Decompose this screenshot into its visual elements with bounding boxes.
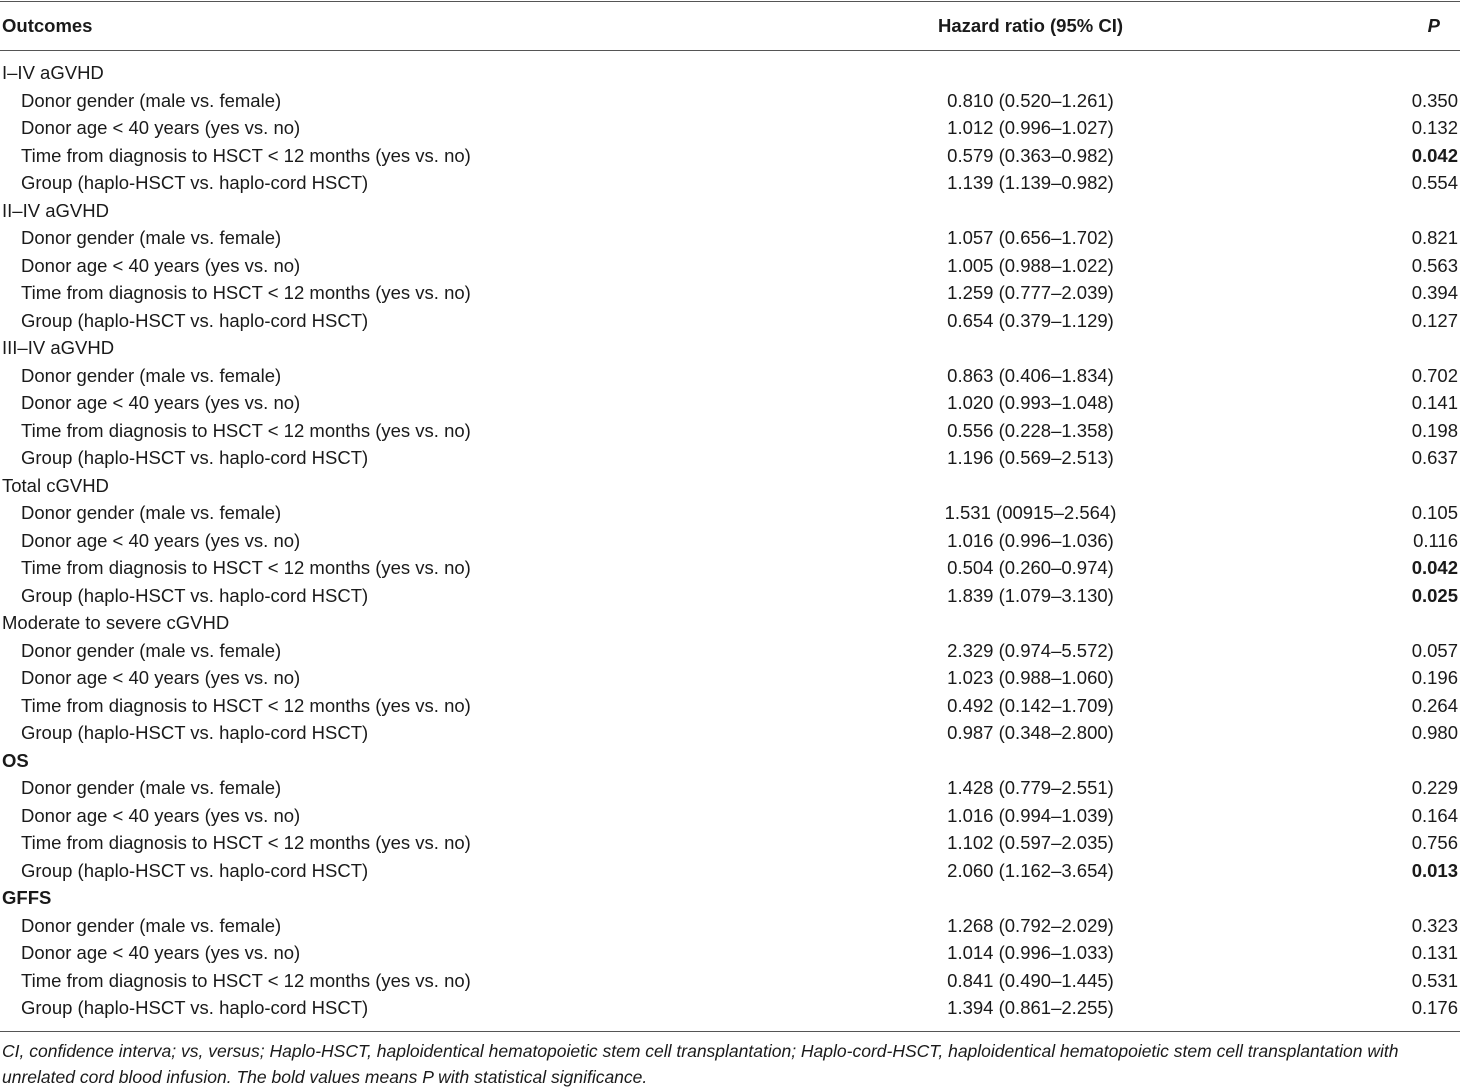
- hazard-ratio-value: 1.016 (0.994–1.039): [947, 804, 1114, 826]
- table-row: [0, 554, 1460, 582]
- variable-label: Time from diagnosis to HSCT < 12 months (yes vs. no): [21, 282, 471, 303]
- table-row: [0, 252, 1460, 280]
- variable-label: Donor gender (male vs. female): [21, 227, 282, 248]
- table-row: [0, 664, 1460, 692]
- hazard-ratio-value: 1.012 (0.996–1.027): [947, 117, 1114, 138]
- variable-label: Donor age < 40 years (yes vs. no): [21, 667, 301, 688]
- p-value: 0.563: [1411, 254, 1458, 276]
- hazard-ratio-value: 0.987 (0.348–2.800): [947, 722, 1114, 743]
- variable-label: Time from diagnosis to HSCT < 12 months (yes vs. no): [21, 694, 471, 716]
- table-header-rule: [0, 50, 1460, 51]
- hazard-ratio-value: 0.863 (0.406–1.834): [947, 364, 1114, 386]
- p-value: 0.756: [1411, 832, 1458, 853]
- variable-label: Time from diagnosis to HSCT < 12 months (yes vs. no): [21, 144, 471, 166]
- group-header-row: [0, 197, 1460, 225]
- variable-label: Donor age < 40 years (yes vs. no): [21, 117, 301, 138]
- table-row: [0, 224, 1460, 252]
- table-row: [0, 169, 1460, 197]
- table-footnote: CI, confidence interva; vs, versus; Haplo-HSCT, haploidentical hematopoietic stem cell transplantation; Haplo-cord-HSCT, haploidentical hematopoietic stem cell transplantation with unrelated cord blood infusion. The bold values means P with statistical significance.: [2, 1040, 1399, 1087]
- table-row: [0, 307, 1460, 335]
- table-row: [0, 114, 1460, 142]
- hazard-ratio-value: 1.259 (0.777–2.039): [947, 282, 1114, 303]
- group-title: GFFS: [2, 887, 52, 908]
- table-row: [0, 719, 1460, 747]
- p-value: 0.198: [1411, 419, 1458, 441]
- hazard-ratio-value: 0.841 (0.490–1.445): [947, 969, 1114, 991]
- table-row: [0, 912, 1460, 940]
- table-row: [0, 142, 1460, 170]
- hazard-ratio-value: 0.654 (0.379–1.129): [947, 309, 1114, 331]
- variable-label: Group (haplo-HSCT vs. haplo-cord HSCT): [21, 447, 369, 468]
- variable-label: Group (haplo-HSCT vs. haplo-cord HSCT): [21, 172, 369, 193]
- hazard-ratio-value: 1.014 (0.996–1.033): [947, 942, 1114, 963]
- group-title: I–IV aGVHD: [2, 62, 104, 83]
- p-value: 0.116: [1413, 529, 1458, 551]
- hazard-ratio-value: 0.492 (0.142–1.709): [947, 694, 1114, 716]
- table-row: [0, 994, 1460, 1022]
- variable-label: Donor age < 40 years (yes vs. no): [21, 254, 301, 276]
- variable-label: Donor gender (male vs. female): [21, 364, 282, 386]
- p-value: 0.702: [1411, 364, 1458, 386]
- hazard-ratio-value: 1.005 (0.988–1.022): [947, 254, 1114, 276]
- hazard-ratio-value: 1.139 (1.139–0.982): [947, 172, 1114, 193]
- table-row: [0, 967, 1460, 995]
- table-row: [0, 417, 1460, 445]
- hazard-ratio-value: 1.023 (0.988–1.060): [947, 667, 1114, 688]
- group-title: OS: [2, 749, 29, 771]
- hazard-ratio-value: 1.839 (1.079–3.130): [947, 584, 1114, 606]
- table-row: [0, 829, 1460, 857]
- group-header-row: [0, 334, 1460, 362]
- group-header-row: [0, 59, 1460, 87]
- p-value: 0.554: [1411, 172, 1458, 193]
- hazard-ratio-value: 1.196 (0.569–2.513): [947, 447, 1114, 468]
- variable-label: Donor gender (male vs. female): [21, 89, 282, 111]
- variable-label: Group (haplo-HSCT vs. haplo-cord HSCT): [21, 997, 369, 1018]
- p-value: 0.131: [1411, 942, 1458, 963]
- p-value: 0.531: [1411, 969, 1458, 991]
- p-value: 0.264: [1411, 694, 1458, 716]
- hazard-ratio-value: 0.810 (0.520–1.261): [947, 89, 1114, 111]
- hazard-ratio-value: 1.016 (0.996–1.036): [947, 529, 1114, 551]
- hazard-ratio-value: 0.504 (0.260–0.974): [947, 557, 1114, 578]
- table-row: [0, 802, 1460, 830]
- variable-label: Donor gender (male vs. female): [21, 914, 282, 936]
- hazard-ratio-value: 1.394 (0.861–2.255): [947, 997, 1114, 1018]
- table-row: [0, 692, 1460, 720]
- header-hazard-ratio: Hazard ratio (95% CI): [937, 15, 1124, 36]
- variable-label: Donor age < 40 years (yes vs. no): [21, 392, 301, 413]
- table-row: [0, 279, 1460, 307]
- hazard-ratio-value: 0.556 (0.228–1.358): [947, 419, 1114, 441]
- table-row: [0, 362, 1460, 390]
- p-value: 0.394: [1411, 282, 1458, 303]
- hazard-ratio-value: 0.579 (0.363–0.982): [947, 144, 1114, 166]
- p-value: 0.013: [1411, 859, 1458, 881]
- p-value: 0.229: [1411, 777, 1458, 798]
- hazard-ratio-value: 1.268 (0.792–2.029): [947, 914, 1114, 936]
- p-value: 0.350: [1411, 89, 1458, 111]
- table-row: [0, 637, 1460, 665]
- p-value: 0.980: [1411, 722, 1458, 743]
- variable-label: Time from diagnosis to HSCT < 12 months (yes vs. no): [21, 832, 471, 853]
- table-row: [0, 527, 1460, 555]
- hazard-ratio-value: 2.060 (1.162–3.654): [947, 859, 1114, 881]
- p-value: 0.821: [1411, 227, 1458, 248]
- group-title: II–IV aGVHD: [2, 199, 109, 221]
- hazard-ratio-value: 1.020 (0.993–1.048): [947, 392, 1114, 413]
- p-value: 0.196: [1411, 667, 1458, 688]
- group-header-row: [0, 472, 1460, 500]
- group-title: Total cGVHD: [2, 474, 109, 496]
- variable-label: Donor gender (male vs. female): [21, 777, 282, 798]
- hazard-ratio-value: 1.428 (0.779–2.551): [947, 777, 1114, 798]
- variable-label: Donor age < 40 years (yes vs. no): [21, 804, 301, 826]
- table-header-row: [0, 2, 1460, 50]
- group-title: Moderate to severe cGVHD: [2, 612, 230, 633]
- header-outcomes: Outcomes: [2, 15, 93, 36]
- p-value: 0.132: [1411, 117, 1458, 138]
- variable-label: Group (haplo-HSCT vs. haplo-cord HSCT): [21, 309, 369, 331]
- p-value: 0.057: [1411, 639, 1458, 661]
- p-value: 0.042: [1411, 557, 1458, 578]
- table-row: [0, 87, 1460, 115]
- hazard-ratio-value: 1.057 (0.656–1.702): [947, 227, 1114, 248]
- group-header-row: [0, 609, 1460, 637]
- group-title: III–IV aGVHD: [2, 337, 115, 358]
- variable-label: Donor age < 40 years (yes vs. no): [21, 529, 301, 551]
- table-row: [0, 499, 1460, 527]
- p-value: 0.323: [1411, 914, 1458, 936]
- variable-label: Donor gender (male vs. female): [21, 639, 282, 661]
- p-value: 0.105: [1411, 502, 1458, 523]
- variable-label: Donor age < 40 years (yes vs. no): [21, 942, 301, 963]
- variable-label: Group (haplo-HSCT vs. haplo-cord HSCT): [21, 722, 369, 743]
- variable-label: Time from diagnosis to HSCT < 12 months (yes vs. no): [21, 969, 471, 991]
- p-value: 0.141: [1411, 392, 1458, 413]
- variable-label: Group (haplo-HSCT vs. haplo-cord HSCT): [21, 859, 369, 881]
- header-p: P: [1427, 15, 1440, 36]
- variable-label: Group (haplo-HSCT vs. haplo-cord HSCT): [21, 584, 369, 606]
- table-row: [0, 444, 1460, 472]
- hazard-ratio-value: 1.531 (00915–2.564): [944, 502, 1117, 523]
- table-row: [0, 857, 1460, 885]
- table-row: [0, 582, 1460, 610]
- p-value: 0.127: [1411, 309, 1458, 331]
- p-value: 0.176: [1411, 997, 1458, 1018]
- table-row: [0, 389, 1460, 417]
- table-row: [0, 774, 1460, 802]
- group-header-row: [0, 884, 1460, 912]
- variable-label: Time from diagnosis to HSCT < 12 months (yes vs. no): [21, 419, 471, 441]
- p-value: 0.025: [1411, 584, 1458, 606]
- p-value: 0.042: [1411, 144, 1458, 166]
- group-header-row: [0, 747, 1460, 775]
- hazard-ratio-value: 2.329 (0.974–5.572): [947, 639, 1114, 661]
- p-value: 0.637: [1411, 447, 1458, 468]
- table-body: [0, 59, 1460, 1022]
- table-row: [0, 939, 1460, 967]
- variable-label: Donor gender (male vs. female): [21, 502, 282, 523]
- hazard-ratio-value: 1.102 (0.597–2.035): [947, 832, 1114, 853]
- p-value: 0.164: [1411, 804, 1458, 826]
- variable-label: Time from diagnosis to HSCT < 12 months (yes vs. no): [21, 557, 471, 578]
